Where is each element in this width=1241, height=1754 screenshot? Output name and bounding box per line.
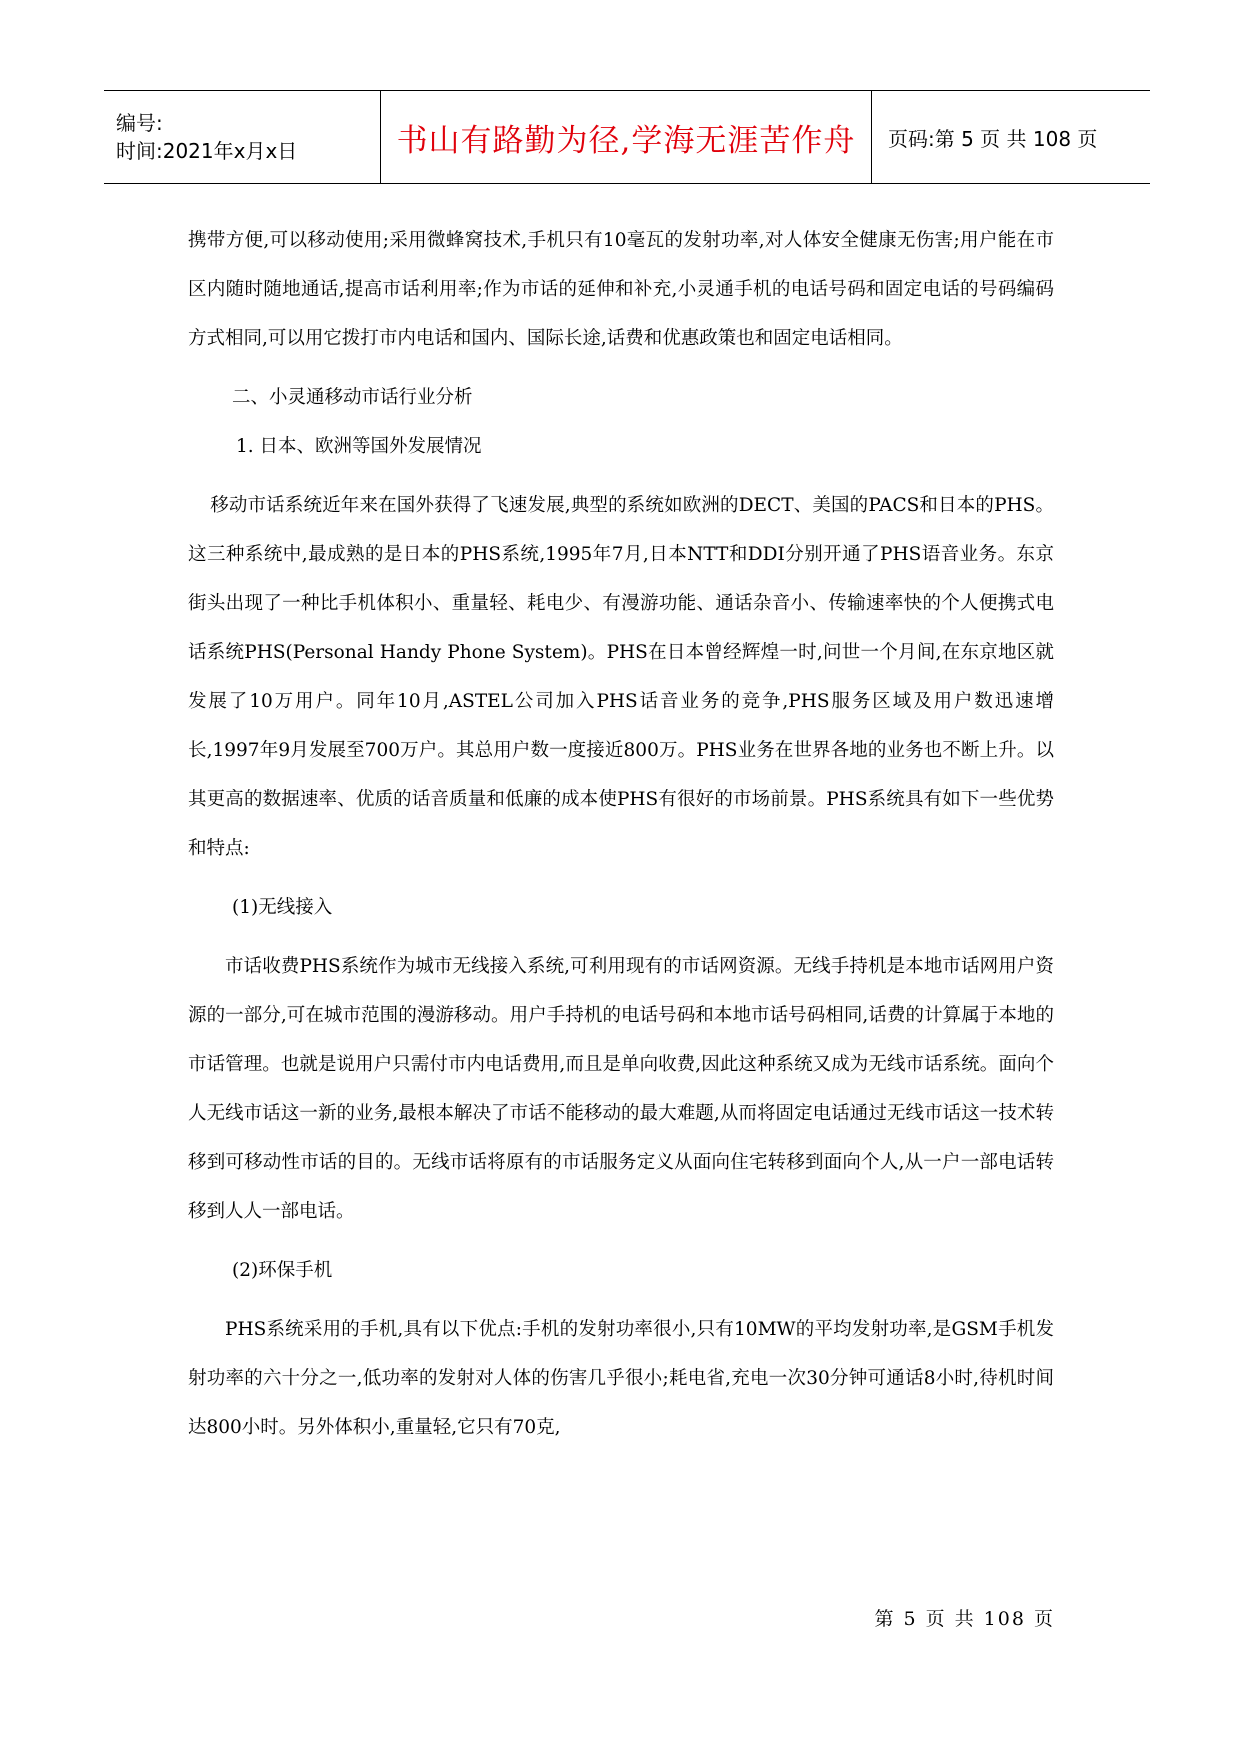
document-time-label: 时间:2021年x月x日 — [116, 139, 298, 163]
document-body — [188, 216, 1054, 1452]
header-motto — [381, 91, 872, 183]
page-footer: 第 5 页 共 108 页 — [874, 1608, 1055, 1630]
header-meta — [104, 91, 381, 183]
header-page-info — [872, 91, 1150, 183]
item-heading-handset: (2)环保手机 — [232, 1260, 333, 1281]
subsection-heading: 1. 日本、欧洲等国外发展情况 — [236, 436, 482, 457]
motto-text: 书山有路勤为径,学海无涯苦作舟 — [396, 122, 856, 159]
item-heading-wireless: (1)无线接入 — [232, 897, 333, 918]
page-header — [104, 90, 1150, 184]
section-heading: 二、小灵通移动市话行业分析 — [232, 387, 473, 408]
document-number-label: 编号: — [116, 111, 163, 135]
paragraph-handset: PHS系统采用的手机,具有以下优点:手机的发射功率很小,只有10MW的平均发射功率,是GSM手机发射功率的六十分之一,低功率的发射对人体的伤害几乎很小;耗电省,充电一次30分钟可通话8小时,待机时间达800小时。另外体积小,重量轻,它只有70克, — [188, 1319, 1054, 1438]
page-number-label: 页码:第 5 页 共 108 页 — [888, 126, 1098, 151]
paragraph-intro: 携带方便,可以移动使用;采用微蜂窝技术,手机只有10毫瓦的发射功率,对人体安全健康无伤害;用户能在市区内随时随地通话,提高市话利用率;作为市话的延伸和补充,小灵通手机的电话号码和固定电话的号码编码方式相同,可以用它拨打市内电话和国内、国际长途,话费和优惠政策也和固定电话相同。 — [188, 230, 1054, 349]
paragraph-wireless: 市话收费PHS系统作为城市无线接入系统,可利用现有的市话网资源。无线手持机是本地市话网用户资源的一部分,可在城市范围的漫游移动。用户手持机的电话号码和本地市话号码相同,话费的计算属于本地的市话管理。也就是说用户只需付市内电话费用,而且是单向收费,因此这种系统又成为无线市话系统。面向个人无线市话这一新的业务,最根本解决了市话不能移动的最大难题,从而将固定电话通过无线市话这一技术转移到可移动性市话的目的。无线市话将原有的市话服务定义从面向住宅转移到面向个人,从一户一部电话转移到人人一部电话。 — [188, 956, 1054, 1222]
paragraph-overseas: 移动市话系统近年来在国外获得了飞速发展,典型的系统如欧洲的DECT、美国的PACS和日本的PHS。这三种系统中,最成熟的是日本的PHS系统,1995年7月,日本NTT和DDI分别开通了PHS语音业务。东京街头出现了一种比手机体积小、重量轻、耗电少、有漫游功能、通话杂音小、传输速率快的个人便携式电话系统PHS(Personal Handy Phone System)。PHS在日本曾经辉煌一时,问世一个月间,在东京地区就发展了10万用户。同年10月,ASTEL公司加入PHS话音业务的竞争,PHS服务区域及用户数迅速增长,1997年9月发展至700万户。其总用户数一度接近800万。PHS业务在世界各地的业务也不断上升。以其更高的数据速率、优质的话音质量和低廉的成本使PHS有很好的市场前景。PHS系统具有如下一些优势和特点: — [188, 495, 1054, 859]
